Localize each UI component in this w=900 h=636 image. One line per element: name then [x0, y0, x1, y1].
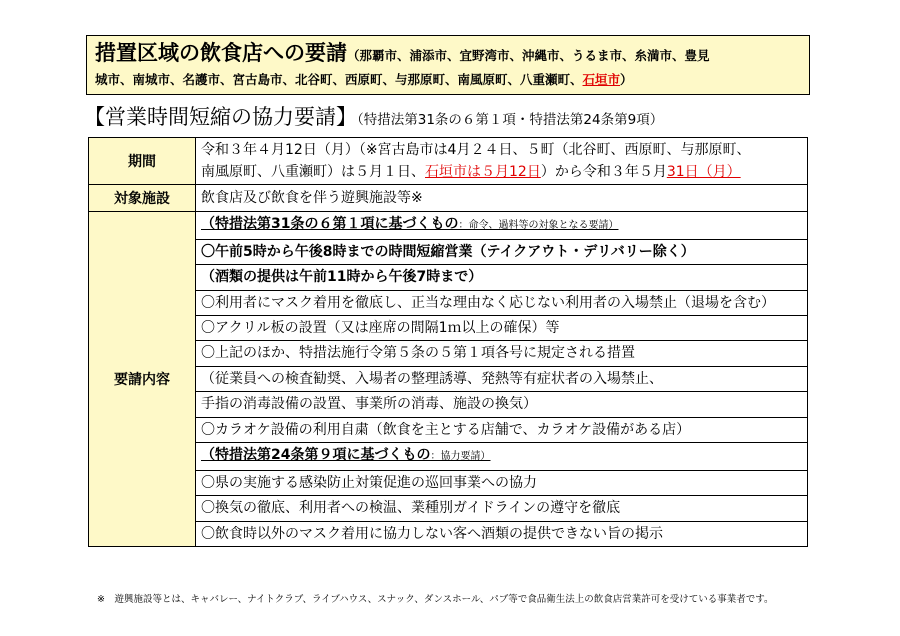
- section-title: 【営業時間短縮の協力要請】: [84, 105, 357, 129]
- header-cities-cont: 城市、南城市、名護市、宮古島市、北谷町、西原町、与那原町、南風原町、八重瀬町、: [95, 72, 583, 87]
- header-close: ）: [620, 72, 633, 87]
- header-line-1: [95, 39, 801, 70]
- request-item-2: （酒類の提供は午前11時から午後7時まで）: [196, 264, 807, 290]
- request-item-8: 〇カラオケ設備の利用自粛（飲食を主とする店舗で、カラオケ設備がある店）: [196, 417, 807, 443]
- request-content: [196, 212, 808, 547]
- row-period: [89, 138, 808, 185]
- request-item-6: （従業員への検査勧奨、入場者の整理誘導、発熱等有症状者の入場禁止、: [196, 366, 807, 392]
- header-cities: （那覇市、浦添市、宜野湾市、沖縄市、うるま市、糸満市、豊見: [347, 48, 710, 63]
- heading-31-note: ：命令、過料等の対象となる要請）: [458, 220, 619, 231]
- section-heading: [84, 102, 663, 135]
- request-heading-24: [196, 442, 807, 470]
- heading-24-note: ：協力要請）: [430, 451, 491, 462]
- header-highlight-city: 石垣市: [582, 72, 621, 87]
- request-item-5: 〇上記のほか、特措法施行令第５条の５第１項各号に規定される措置: [196, 340, 807, 366]
- period-line-2c: ）から令和３年５月: [540, 164, 667, 180]
- header-box: [86, 35, 810, 95]
- request-item-9: 〇県の実施する感染防止対策促進の巡回事業への協力: [196, 470, 807, 496]
- facility-label: 対象施設: [89, 185, 196, 212]
- period-end-date: 31日（月）: [666, 164, 741, 180]
- heading-24-main: （特措法第24条第９項に基づくもの: [201, 447, 431, 463]
- request-item-10: 〇換気の徹底、利用者への検温、業種別ガイドラインの遵守を徹底: [196, 495, 807, 521]
- request-item-1: 〇午前5時から午後8時までの時間短縮営業（テイクアウト・デリバリー除く）: [196, 239, 807, 265]
- footnote: ※ 遊興施設等とは、キャバレー、ナイトクラブ、ライブハウス、スナック、ダンスホール、パブ等で食品衛生法上の飲食店営業許可を受けている事業者です。: [97, 594, 774, 605]
- period-ishigaki-date: 石垣市は５月12日: [425, 164, 541, 180]
- header-line-2: [95, 70, 801, 90]
- row-request: [89, 212, 808, 547]
- request-label: 要請内容: [89, 212, 196, 547]
- request-table: [88, 137, 808, 547]
- request-item-3: 〇利用者にマスク着用を徹底し、正当な理由なく応じない利用者の入場禁止（退場を含む）: [196, 290, 807, 315]
- request-item-11: 〇飲食時以外のマスク着用に協力しない客へ酒類の提供できない旨の掲示: [196, 521, 807, 547]
- period-line-2: [201, 161, 802, 183]
- period-line-2a: 南風原町、八重瀬町）は５月１日、: [201, 164, 425, 180]
- request-heading-31: [196, 212, 807, 239]
- heading-31-main: （特措法第31条の６第１項に基づくもの: [201, 216, 459, 232]
- period-label: 期間: [89, 138, 196, 185]
- period-value: [196, 138, 808, 185]
- row-facility: [89, 185, 808, 212]
- request-item-7: 手指の消毒設備の設置、事業所の消毒、施設の換気）: [196, 391, 807, 417]
- section-note: （特措法第31条の６第１項・特措法第24条第9項）: [357, 112, 664, 128]
- request-item-4: 〇アクリル板の設置（又は座席の間隔1ｍ以上の確保）等: [196, 315, 807, 341]
- period-line-1: 令和３年４月12日（月）（※宮古島市は4月２４日、５町（北谷町、西原町、与那原町、: [201, 142, 751, 158]
- header-title: 措置区域の飲食店への要請: [95, 41, 347, 65]
- facility-value: 飲食店及び飲食を伴う遊興施設等※: [196, 185, 808, 212]
